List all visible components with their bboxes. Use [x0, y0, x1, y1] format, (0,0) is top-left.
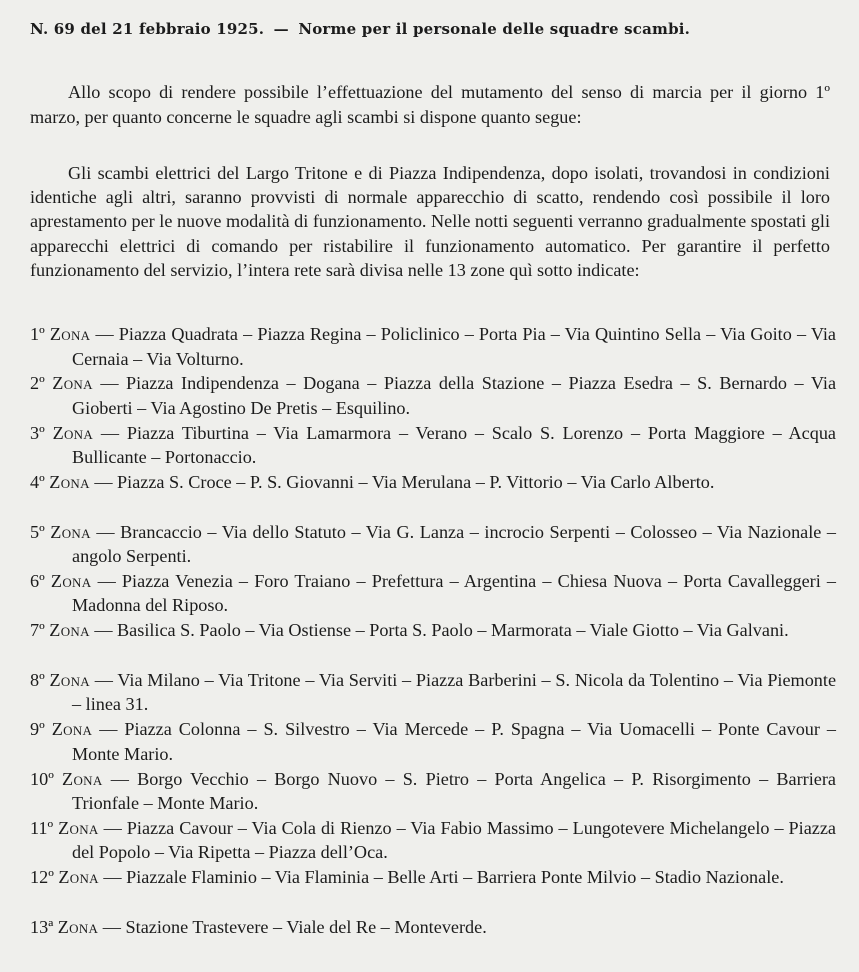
- zone-item: [30, 816, 836, 865]
- zone-label: Zona: [52, 373, 93, 394]
- body-paragraph: Gli scambi elettrici del Largo Tritone e di Piazza Indipendenza, dopo isolati, trovandosi in condizioni identiche agli altri, saranno provvisti di normale apparecchio di scatto, rendendo così possibile il loro aprestamento per le nuove modalità di funzionamento. Nelle notti seguenti verranno gradualmente spostati gli apparecchi elettrici di comando per ristabilire il funzionamento automatico. Per garantire il perfetto funzionamento del servizio, l’intera rete sarà divisa nelle 13 zone quì sotto indicate:: [30, 163, 831, 280]
- zone-item: [30, 371, 836, 420]
- zone-number: 4º: [30, 472, 45, 493]
- zone-item: [30, 717, 836, 766]
- zone-item: [30, 569, 836, 618]
- zone-label: Zona: [49, 669, 90, 690]
- zone-item: [30, 618, 836, 667]
- zone-number: 13ª: [30, 916, 54, 937]
- zone-number: 11º: [30, 817, 54, 838]
- zone-number: 6º: [30, 570, 45, 591]
- zone-locations: — Piazza Venezia – Foro Traiano – Prefettura – Argentina – Chiesa Nuova – Porta Cavalleggeri – Madonna del Riposo.: [72, 570, 837, 616]
- zone-locations: — Basilica S. Paolo – Via Ostiense – Porta S. Paolo – Marmorata – Viale Giotto – Via Galvani.: [94, 620, 789, 641]
- intro-paragraph: Allo scopo di rendere possibile l’effettuazione del mutamento del senso di marcia per il giorno 1º marzo, per quanto concerne le squadre agli scambi si dispone quanto segue:: [30, 82, 830, 127]
- zone-locations: — Piazza Quadrata – Piazza Regina – Policlinico – Porta Pia – Via Quintino Sella – Via Goito – Via Cernaia – Via Volturno.: [72, 324, 837, 369]
- zone-locations: — Piazza Tiburtina – Via Lamarmora – Verano – Scalo S. Lorenzo – Porta Maggiore – Acqua Bullicante – Portonaccio.: [72, 422, 837, 468]
- zone-label: Zona: [52, 422, 94, 443]
- zone-item: [30, 915, 836, 964]
- zone-label: Zona: [51, 719, 93, 740]
- zone-locations: — Piazza Indipendenza – Dogana – Piazza della Stazione – Piazza Esedra – S. Bernardo – Via Gioberti – Via Agostino De Pretis – Esquilino.: [72, 373, 837, 418]
- zone-number: 3º: [30, 422, 45, 443]
- zone-item: [30, 865, 836, 914]
- zone-list: [30, 322, 836, 964]
- zone-item: [30, 470, 836, 519]
- zone-number: 5º: [30, 521, 45, 542]
- zone-label: Zona: [49, 324, 91, 344]
- zone-locations: — Piazzale Flaminio – Via Flaminia – Belle Arti – Barriera Ponte Milvio – Stadio Nazionale.: [103, 867, 784, 888]
- zone-label: Zona: [57, 916, 99, 937]
- zone-label: Zona: [49, 620, 90, 641]
- zone-item: [30, 668, 836, 717]
- zone-label: Zona: [50, 570, 92, 591]
- zone-number: 1º: [30, 324, 45, 344]
- zone-label: Zona: [58, 817, 99, 838]
- zone-label: Zona: [49, 472, 90, 493]
- zone-locations: — Via Milano – Via Tritone – Via Serviti – Piazza Barberini – S. Nicola da Tolentino – Via Piemonte – linea 31.: [72, 669, 837, 715]
- zone-number: 10º: [30, 768, 54, 789]
- heading-dash: —: [273, 20, 289, 38]
- zone-locations: — Borgo Vecchio – Borgo Nuovo – S. Pietro – Porta Angelica – P. Risorgimento – Barriera Trionfale – Monte Mario.: [72, 768, 836, 814]
- zone-locations: — Stazione Trastevere – Viale del Re – Monteverde.: [102, 916, 487, 937]
- zone-locations: — Brancaccio – Via dello Statuto – Via G. Lanza – incrocio Serpenti – Colosseo – Via Nazionale – angolo Serpenti.: [72, 521, 837, 567]
- document-heading: [30, 20, 840, 38]
- zone-locations: — Piazza Colonna – S. Silvestro – Via Mercede – P. Spagna – Via Uomacelli – Ponte Cavour – Monte Mario.: [72, 719, 837, 764]
- zone-number: 12º: [30, 867, 54, 888]
- zone-item: [30, 322, 836, 371]
- zone-number: 9º: [30, 719, 45, 740]
- zone-number: 7º: [30, 620, 45, 641]
- zone-item: [30, 767, 836, 816]
- zone-item: [30, 421, 836, 470]
- zone-locations: — Piazza Cavour – Via Cola di Rienzo – Via Fabio Massimo – Lungotevere Michelangelo – Piazza del Popolo – Via Ripetta – Piazza dell’Oca.: [72, 817, 837, 863]
- zone-label: Zona: [62, 768, 103, 789]
- zone-item: [30, 520, 836, 569]
- circular-title: Norme per il personale delle squadre scambi.: [298, 20, 691, 38]
- zone-label: Zona: [58, 867, 99, 888]
- zone-number: 2º: [30, 373, 45, 394]
- zone-label: Zona: [50, 521, 91, 542]
- zone-locations: — Piazza S. Croce – P. S. Giovanni – Via Merulana – P. Vittorio – Via Carlo Alberto.: [94, 472, 715, 493]
- zone-number: 8º: [30, 669, 45, 690]
- circular-number: N. 69 del 21 febbraio 1925.: [30, 20, 265, 38]
